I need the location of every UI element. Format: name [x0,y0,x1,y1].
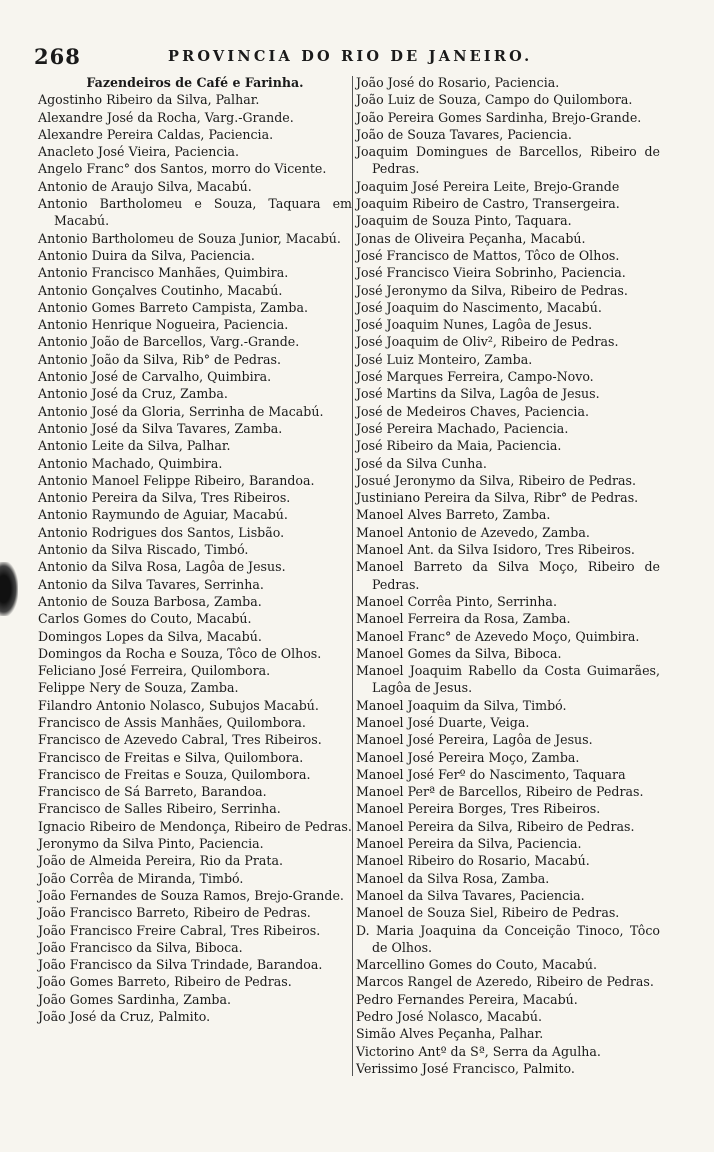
list-entry: Filandro Antonio Nolasco, Subujos Macabú. [38,697,319,713]
list-entry: José Luiz Monteiro, Zamba. [356,351,533,367]
list-entry: Francisco de Sá Barreto, Barandoa. [38,784,267,800]
page-header [0,44,714,68]
list-entry: João Francisco Freire Cabral, Tres Ribeiros. [38,922,321,938]
list-entry: João Pereira Gomes Sardinha, Brejo-Grande. [356,109,642,125]
list-entry: Ignacio Ribeiro de Mendonça, Ribeiro de Pedras. [38,818,352,834]
list-entry: Antonio Bartholomeu e Souza, Taquara em Macabú. [38,196,352,229]
list-entry: José Martins da Silva, Lagôa de Jesus. [356,386,600,402]
list-entry: José Jeronymo da Silva, Ribeiro de Pedras. [356,282,628,298]
list-entry: Antonio José da Cruz, Zamba. [38,386,228,402]
list-entry: Antonio Rodrigues dos Santos, Lisbão. [38,524,285,540]
list-entry: Victorino Antº da Sª, Serra da Agulha. [356,1043,601,1059]
list-entry: Manoel Antonio de Azevedo, Zamba. [356,524,590,540]
list-entry: Antonio Gomes Barreto Campista, Zamba. [38,299,308,315]
section-heading: Fazendeiros de Café e Farinha. [86,75,304,90]
list-entry: Joaquim de Souza Pinto, Taquara. [356,213,572,229]
list-entry: Antonio Machado, Quimbira. [38,455,223,471]
list-entry: Agostinho Ribeiro da Silva, Palhar. [38,92,260,108]
list-entry: João José da Cruz, Palmito. [38,1009,211,1025]
list-entry: Antonio de Souza Barbosa, Zamba. [38,593,262,609]
list-entry: Manoel Pereira da Silva, Ribeiro de Pedras. [356,818,635,834]
list-entry: Manoel Franc° de Azevedo Moço, Quimbira. [356,628,640,644]
list-entry: Francisco de Freitas e Souza, Quilombora. [38,766,311,782]
list-entry: Domingos da Rocha e Souza, Tôco de Olhos. [38,645,322,661]
list-entry: João Francisco Barreto, Ribeiro de Pedras. [38,905,311,921]
list-entry: Jonas de Oliveira Peçanha, Macabú. [356,230,586,246]
list-entry: João Francisco da Silva Trindade, Barandoa. [38,957,323,973]
page-number: 268 [34,44,81,69]
list-entry: João Fernandes de Souza Ramos, Brejo-Grande. [38,887,344,903]
list-entry: Alexandre José da Rocha, Varg.-Grande. [38,109,294,125]
list-entry: Manoel José Duarte, Veiga. [356,714,530,730]
list-entry: João Francisco da Silva, Biboca. [38,939,243,955]
list-entry: Antonio João da Silva, Rib° de Pedras. [38,351,281,367]
list-entry: Joaquim Domingues de Barcellos, Ribeiro de Pedras. [356,144,660,177]
list-entry: D. Maria Joaquina da Conceição Tinoco, Tôco de Olhos. [356,922,660,955]
list-entry: Antonio José da Silva Tavares, Zamba. [38,420,283,436]
list-entry: Antonio Duira da Silva, Paciencia. [38,247,255,263]
list-entry: Antonio José da Gloria, Serrinha de Macabú. [38,403,324,419]
list-entry: Manoel Pereira da Silva, Paciencia. [356,836,582,852]
list-entry: João Gomes Barreto, Ribeiro de Pedras. [38,974,292,990]
list-entry: Antonio de Araujo Silva, Macabú. [38,178,252,194]
list-entry: Manoel da Silva Rosa, Zamba. [356,870,550,886]
list-entry: José Ribeiro da Maia, Paciencia. [356,438,562,454]
list-entry: Antonio Francisco Manhães, Quimbira. [38,265,289,281]
list-entry: Manoel José Ferº do Nascimento, Taquara [356,766,626,782]
list-entry: Antonio Pereira da Silva, Tres Ribeiros. [38,490,291,506]
list-entry: Verissimo José Francisco, Palmito. [356,1060,575,1076]
left-column-list [38,74,352,1025]
list-entry: José Joaquim do Nascimento, Macabú. [356,299,602,315]
list-entry: José da Silva Cunha. [356,455,487,471]
list-entry: José Marques Ferreira, Campo-Novo. [356,369,594,385]
list-entry: Antonio Manoel Felippe Ribeiro, Barandoa. [38,472,315,488]
list-entry: Simão Alves Peçanha, Palhar. [356,1026,544,1042]
list-entry: Felippe Nery de Souza, Zamba. [38,680,239,696]
list-entry: Antonio Henrique Nogueira, Paciencia. [38,317,289,333]
list-entry: Francisco de Assis Manhães, Quilombora. [38,714,306,730]
list-entry: Alexandre Pereira Caldas, Paciencia. [38,126,274,142]
list-entry: Joaquim Ribeiro de Castro, Transergeira. [356,196,620,212]
list-entry: Manoel Gomes da Silva, Biboca. [356,645,562,661]
list-entry: Antonio Raymundo de Aguiar, Macabú. [38,507,288,523]
list-entry: João de Souza Tavares, Paciencia. [356,126,572,142]
list-entry: Manoel Pereira Borges, Tres Ribeiros. [356,801,601,817]
list-entry: José Joaquim Nunes, Lagôa de Jesus. [356,317,593,333]
list-entry: Marcellino Gomes do Couto, Macabú. [356,957,597,973]
list-entry: João Luiz de Souza, Campo do Quilombora. [356,92,633,108]
list-entry: João de Almeida Pereira, Rio da Prata. [38,853,283,869]
list-entry: Antonio da Silva Riscado, Timbó. [38,542,249,558]
list-entry: Feliciano José Ferreira, Quilombora. [38,663,271,679]
list-entry: Manoel Ribeiro do Rosario, Macabú. [356,853,590,869]
list-entry: João Corrêa de Miranda, Timbó. [38,870,244,886]
list-entry: Anacleto José Vieira, Paciencia. [38,144,240,160]
list-entry: Manoel Alves Barreto, Zamba. [356,507,551,523]
list-entry: Josué Jeronymo da Silva, Ribeiro de Pedras. [356,472,636,488]
list-entry: Manoel Perª de Barcellos, Ribeiro de Pedras. [356,784,644,800]
list-entry: Justiniano Pereira da Silva, Ribr° de Pedras. [356,490,639,506]
page-title: PROVINCIA DO RIO DE JANEIRO. [168,48,533,65]
right-column-list [356,74,660,1077]
list-entry: Manoel José Pereira Moço, Zamba. [356,749,580,765]
list-entry: Antonio Gonçalves Coutinho, Macabú. [38,282,283,298]
list-entry: Marcos Rangel de Azeredo, Ribeiro de Pedras. [356,974,654,990]
list-entry: Manoel Ant. da Silva Isidoro, Tres Ribeiros. [356,542,635,558]
list-entry: Pedro José Nolasco, Macabú. [356,1009,542,1025]
list-entry: Antonio José de Carvalho, Quimbira. [38,369,272,385]
list-entry: Antonio Bartholomeu de Souza Junior, Macabú. [38,230,341,246]
list-entry: Antonio da Silva Rosa, Lagôa de Jesus. [38,559,286,575]
list-entry: Domingos Lopes da Silva, Macabú. [38,628,262,644]
list-entry: Manoel Joaquim Rabello da Costa Guimarães, Lagôa de Jesus. [356,663,660,696]
list-entry: Manoel de Souza Siel, Ribeiro de Pedras. [356,905,620,921]
list-entry: Francisco de Salles Ribeiro, Serrinha. [38,801,281,817]
list-entry: Manoel Corrêa Pinto, Serrinha. [356,593,557,609]
list-entry: Joaquim José Pereira Leite, Brejo-Grande [356,178,620,194]
list-entry: Pedro Fernandes Pereira, Macabú. [356,991,578,1007]
list-entry: Manoel Ferreira da Rosa, Zamba. [356,611,571,627]
list-entry: Carlos Gomes do Couto, Macabú. [38,611,252,627]
list-entry: José de Medeiros Chaves, Paciencia. [356,403,589,419]
list-entry: João Gomes Sardinha, Zamba. [38,991,231,1007]
list-entry: Francisco de Freitas e Silva, Quilombora. [38,749,304,765]
column-divider [352,76,353,1076]
list-entry: Antonio Leite da Silva, Palhar. [38,438,231,454]
list-entry: Antonio da Silva Tavares, Serrinha. [38,576,264,592]
list-entry: Angelo Franc° dos Santos, morro do Vicente. [38,161,327,177]
list-entry: José Joaquim de Oliv², Ribeiro de Pedras. [356,334,619,350]
list-entry: José Pereira Machado, Paciencia. [356,420,569,436]
list-entry: Manoel Joaquim da Silva, Timbó. [356,697,567,713]
list-entry: Manoel José Pereira, Lagôa de Jesus. [356,732,593,748]
list-entry: Francisco de Azevedo Cabral, Tres Ribeiros. [38,732,322,748]
list-entry: José Francisco Vieira Sobrinho, Paciencia. [356,265,626,281]
list-entry: Manoel Barreto da Silva Moço, Ribeiro de Pedras. [356,559,660,592]
ink-blot [0,562,18,616]
list-entry: Antonio João de Barcellos, Varg.-Grande. [38,334,300,350]
list-entry: Manoel da Silva Tavares, Paciencia. [356,887,585,903]
list-entry: João José do Rosario, Paciencia. [356,75,560,90]
list-entry: Jeronymo da Silva Pinto, Paciencia. [38,836,264,852]
list-entry: José Francisco de Mattos, Tôco de Olhos. [356,247,620,263]
